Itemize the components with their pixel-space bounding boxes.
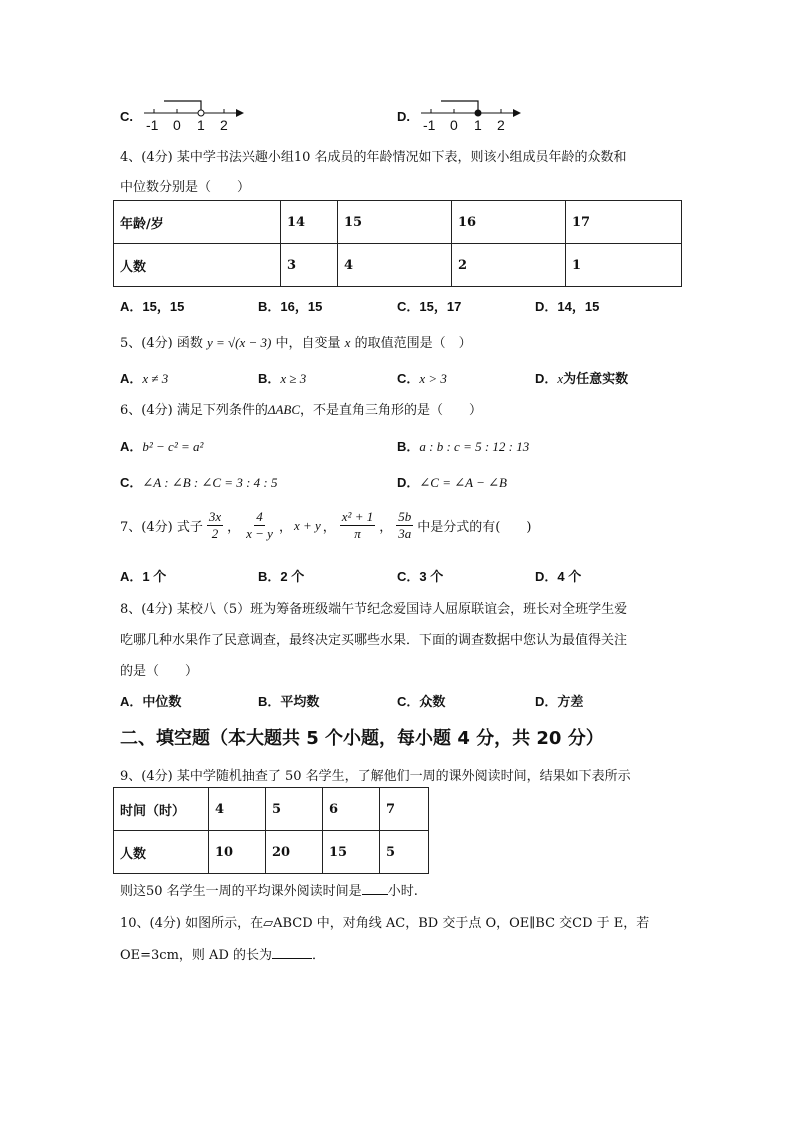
q4-option-b: B．16，15 <box>258 299 323 314</box>
q9-stem-line2: 则这50 名学生一周的平均课外阅读时间是 小时. <box>120 884 418 899</box>
q10-stem-line1: 10、(4分) 如图所示，在▱ABCD 中，对角线 AC，BD 交于点 O，OE∥BC 交CD 于 E，若 <box>120 916 650 931</box>
q7-option-c: C．3 个 <box>397 569 444 584</box>
q6-stem: 6、(4分) 满足下列条件的ΔABC，不是直角三角形的是（ ） <box>120 402 483 418</box>
tick-label: 0 <box>450 117 458 133</box>
q7-prefix: 7、(4分) 式子 <box>120 520 203 535</box>
table-row <box>114 244 682 287</box>
table-cell: 6 <box>323 788 380 831</box>
q4-option-a: A．15，15 <box>120 299 185 314</box>
q7-fraction-1: $\frac{3x}{2}$ <box>208 509 222 541</box>
q5-variable: x <box>344 335 351 350</box>
numberline-d <box>417 96 527 136</box>
q8-stem-line3: 的是（ ） <box>120 664 199 679</box>
table-cell: 7 <box>380 788 429 831</box>
q8-option-b: B．平均数 <box>258 694 320 709</box>
q7-fraction-4: $\frac{\text{x² + 1}}{\pi}$ <box>341 509 374 541</box>
section-heading: 二、填空题（本大题共 5 个小题，每小题 4 分，共 20 分） <box>120 728 604 749</box>
option-d-label: D. <box>397 109 410 124</box>
arrow-head <box>513 109 521 117</box>
q8-option-c: C．众数 <box>397 694 446 709</box>
table-cell: 4 <box>338 244 452 287</box>
q7-fraction-5: $\frac{5b}{3a}$ <box>398 509 412 541</box>
q5-middle: 中，自变量 <box>275 336 341 351</box>
answer-blank[interactable] <box>362 894 388 895</box>
q4-stem-line2: 中位数分别是（ ） <box>120 180 251 195</box>
table-cell: 10 <box>209 831 266 874</box>
q7-expression-3: x + y <box>293 517 321 533</box>
tick-label: 2 <box>497 117 505 133</box>
q4-age-table <box>113 200 682 287</box>
numberline-c <box>140 96 250 136</box>
q5-option-a: A．x ≠ 3 <box>120 371 169 386</box>
table-cell: 年龄/岁 <box>114 201 281 244</box>
solution-ray <box>441 101 478 113</box>
table-cell: 5 <box>266 788 323 831</box>
table-cell: 时间（时） <box>114 788 209 831</box>
q4-stem-line1: 4、(4分) 某中学书法兴趣小组10 名成员的年龄情况如下表，则该小组成员年龄的众数和 <box>120 150 627 165</box>
q7-fraction-2: $\frac{4}{x - y}$ <box>246 509 273 541</box>
open-point <box>198 110 204 116</box>
table-cell: 人数 <box>114 831 209 874</box>
table-cell: 16 <box>452 201 566 244</box>
q7-suffix: 中是分式的有( ) <box>417 520 532 535</box>
table-cell: 17 <box>566 201 682 244</box>
table-cell: 1 <box>566 244 682 287</box>
answer-blank[interactable] <box>272 958 312 959</box>
q9-stem-line1: 9、(4分) 某中学随机抽查了 50 名学生，了解他们一周的课外阅读时间，结果如下表所示 <box>120 769 631 784</box>
table-row <box>114 788 429 831</box>
tick-label: 2 <box>220 117 228 133</box>
q5-option-c: C．x > 3 <box>397 371 447 386</box>
q10-stem-line2: OE=3cm，则 AD 的长为 ． <box>120 948 326 963</box>
table-cell: 5 <box>380 831 429 874</box>
q8-option-d: D．方差 <box>535 694 584 709</box>
q5-suffix: 的取值范围是（ ） <box>354 336 472 351</box>
q7-option-b: B．2 个 <box>258 569 305 584</box>
table-cell: 15 <box>338 201 452 244</box>
table-cell: 人数 <box>114 244 281 287</box>
q4-option-c: C．15，17 <box>397 299 462 314</box>
q7-option-d: D．4 个 <box>535 569 582 584</box>
table-cell: 14 <box>281 201 338 244</box>
q8-stem-line1: 8、(4分) 某校八（5）班为筹备班级端午节纪念爱国诗人屈原联谊会，班长对全班学生爱 <box>120 602 628 617</box>
q6-option-d: D．∠C = ∠A − ∠B <box>397 475 507 490</box>
q6-option-c: C．∠A : ∠B : ∠C = 3 : 4 : 5 <box>120 475 278 490</box>
table-cell: 15 <box>323 831 380 874</box>
q7-option-a: A．1 个 <box>120 569 167 584</box>
q5-function: y = √(x − 3) <box>206 335 272 350</box>
q6-triangle: ΔABC <box>267 402 301 417</box>
q5-option-d: D．x为任意实数 <box>535 371 629 387</box>
q8-option-a: A．中位数 <box>120 694 182 709</box>
table-cell: 20 <box>266 831 323 874</box>
table-cell: 4 <box>209 788 266 831</box>
q6-option-b: B．a : b : c = 5 : 12 : 13 <box>397 439 530 454</box>
q5-option-b: B．x ≥ 3 <box>258 371 307 386</box>
q4-option-d: D．14，15 <box>535 299 600 314</box>
tick-label: 1 <box>474 117 482 133</box>
q6-option-a: A．b² − c² = a² <box>120 439 204 454</box>
table-row <box>114 201 682 244</box>
q7-stem: 7、(4分) 式子 $\frac{3x}{2}$ ， $\frac{4}{x - y}$ ， x + y ， $\frac{\text{x² + 1}}{\pi}$ ， $\frac{5b}{3a}$ 中是分式的有( ) <box>120 509 532 541</box>
q9-reading-time-table <box>113 787 429 874</box>
tick-label: -1 <box>423 117 436 133</box>
tick-label: -1 <box>146 117 159 133</box>
tick-label: 1 <box>197 117 205 133</box>
q5-stem <box>120 332 472 351</box>
arrow-head <box>236 109 244 117</box>
table-cell: 3 <box>281 244 338 287</box>
tick-label: 0 <box>173 117 181 133</box>
q8-stem-line2: 吃哪几种水果作了民意调查，最终决定买哪些水果．下面的调查数据中您认为最值得关注 <box>120 633 628 648</box>
table-cell: 2 <box>452 244 566 287</box>
closed-point <box>475 110 481 116</box>
table-row <box>114 831 429 874</box>
option-c-label: C. <box>120 109 133 124</box>
q5-prefix: 5、(4分) 函数 <box>120 336 203 351</box>
solution-ray <box>164 101 201 113</box>
